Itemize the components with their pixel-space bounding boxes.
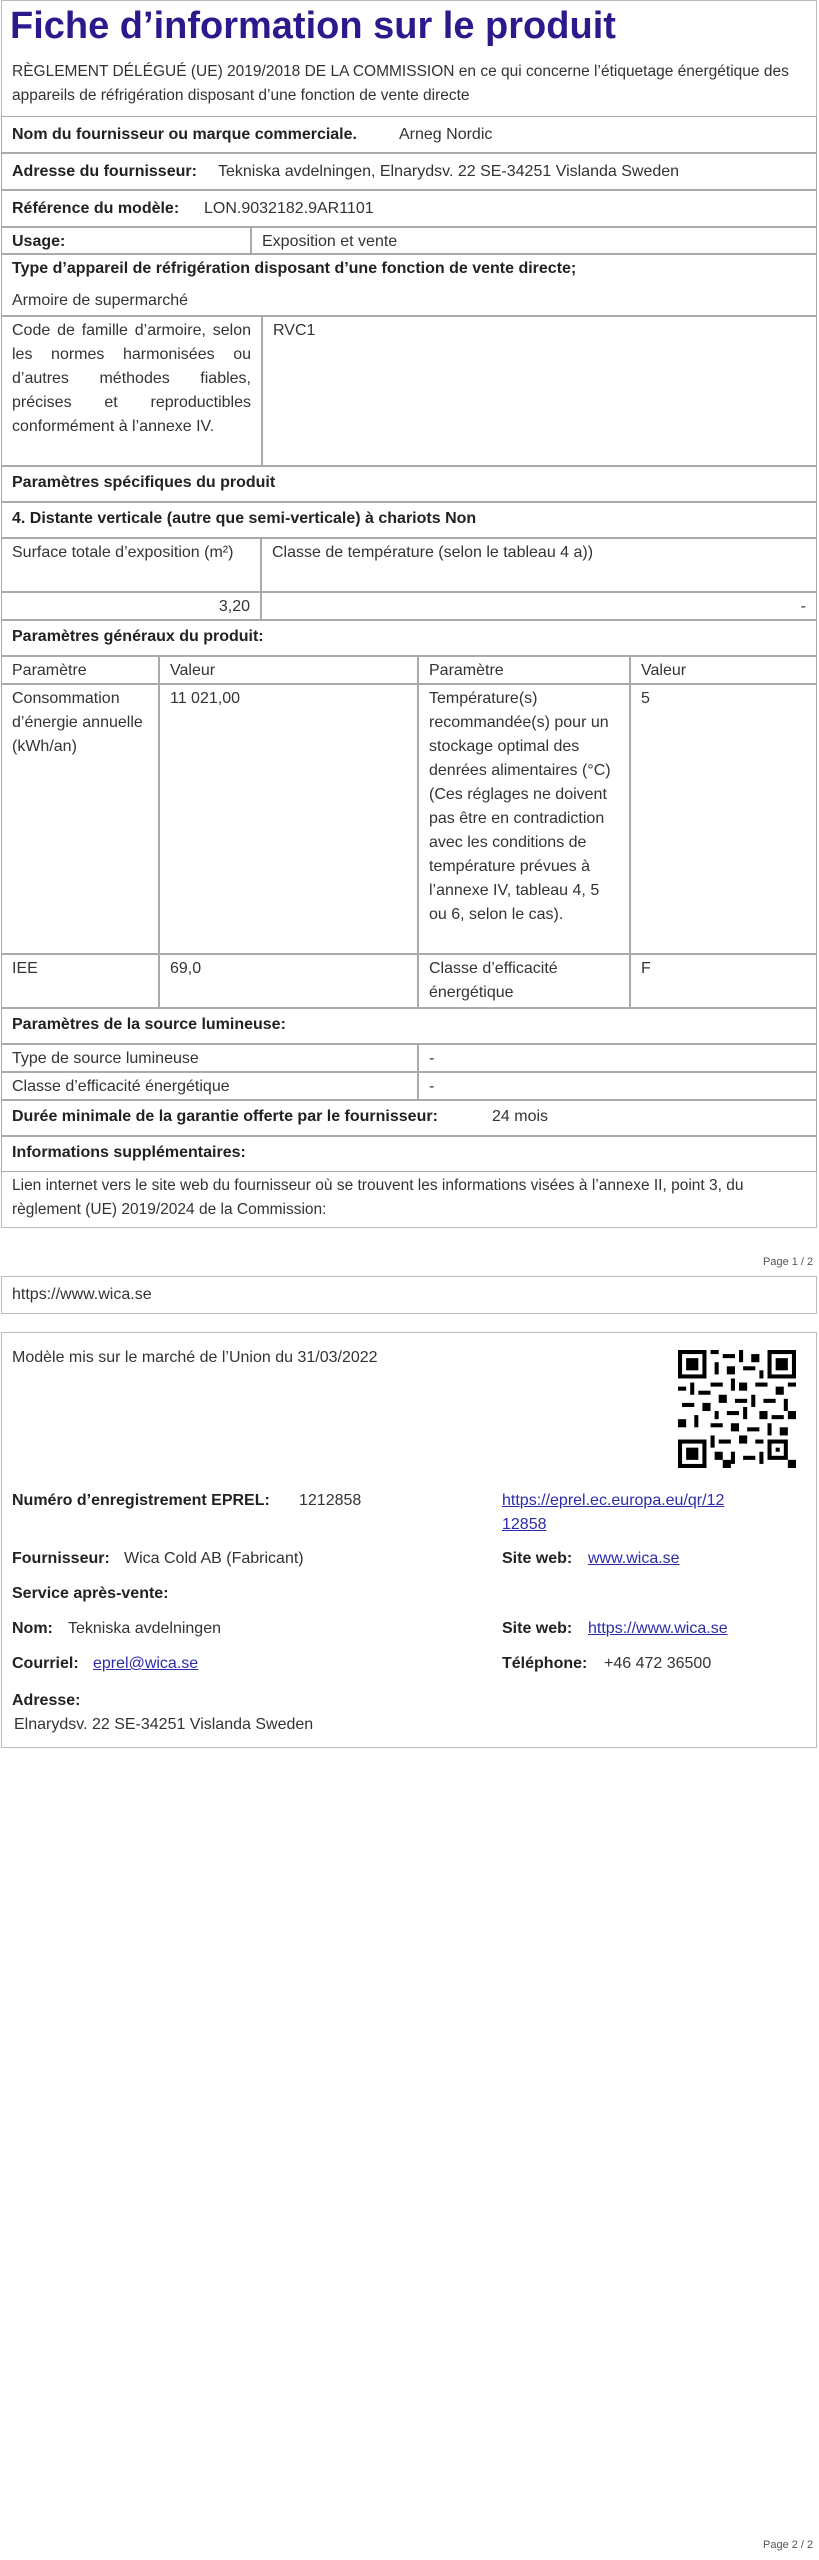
general-params-row	[1, 620, 817, 656]
model-ref-row	[1, 190, 817, 227]
usage-value: Exposition et vente	[251, 227, 817, 254]
device-type-label: Type d’appareil de réfrigération disposant d’une fonction de vente directe;	[12, 260, 577, 277]
storage-temp-value: 5	[630, 684, 817, 954]
iee-label: IEE	[1, 954, 159, 1008]
family-code-value: RVC1	[262, 316, 817, 466]
warranty-label: Durée minimale de la garantie offerte par le fournisseur:	[12, 1108, 438, 1125]
light-heading: Paramètres de la source lumineuse:	[12, 1016, 286, 1033]
device-type-value: Armoire de supermarché	[12, 292, 189, 309]
supplier-name-label: Nom du fournisseur ou marque commerciale.	[12, 126, 357, 143]
model-ref-value: LON.9032182.9AR1101	[204, 200, 374, 217]
light-class-label: Classe d’efficacité énergétique	[1, 1072, 418, 1100]
page-number-1: Page 1 / 2	[763, 1256, 814, 1268]
table-header-param-2: Paramètre	[418, 656, 630, 684]
qr-code-icon	[678, 1350, 796, 1468]
display-area-value: 3,20	[1, 592, 261, 620]
vertical-distance-text: 4. Distante verticale (autre que semi-verticale) à chariots Non	[12, 510, 477, 527]
supplier-label: Fournisseur:	[12, 1550, 110, 1567]
iee-value: 69,0	[159, 954, 418, 1008]
service-heading: Service après-vente:	[12, 1585, 169, 1602]
table-header-param-1: Paramètre	[1, 656, 159, 684]
site-link[interactable]: www.wica.se	[588, 1550, 680, 1567]
page-title: Fiche d’information sur le produit	[10, 5, 616, 47]
warranty-value: 24 mois	[492, 1108, 549, 1125]
supplier-address-value: Tekniska avdelningen, Elnarydsv. 22 SE-34251 Vislanda Sweden	[218, 163, 680, 180]
specific-params-heading: Paramètres spécifiques du produit	[12, 474, 276, 491]
mail-link[interactable]: eprel@wica.se	[93, 1655, 199, 1672]
energy-consumption-value: 11 021,00	[159, 684, 418, 954]
regulation-text: RÈGLEMENT DÉLÉGUÉ (UE) 2019/2018 DE LA COMMISSION en ce qui concerne l’étiquetage énergétique des appareils de réfrigération disposant d’une fonction de vente directe	[12, 63, 789, 104]
eprel-link-line2[interactable]: 12858	[502, 1516, 547, 1533]
page-number-2: Page 2 / 2	[763, 2539, 814, 2551]
supplier-name-row	[1, 116, 817, 153]
eprel-value: 1212858	[299, 1492, 362, 1509]
market-date: Modèle mis sur le marché de l’Union du 31/03/2022	[12, 1349, 378, 1366]
table-header-value-2: Valeur	[630, 656, 817, 684]
extra-info-heading: Informations supplémentaires:	[12, 1144, 246, 1161]
table-header-value-1: Valeur	[159, 656, 418, 684]
extra-info-row	[1, 1136, 817, 1172]
eff-class-value: F	[630, 954, 817, 1008]
display-area-label: Surface totale d’exposition (m²)	[1, 538, 261, 592]
device-type-row	[1, 254, 817, 316]
name-value: Tekniska avdelningen	[68, 1620, 221, 1637]
site2-link[interactable]: https://www.wica.se	[588, 1620, 728, 1637]
usage-label: Usage:	[1, 227, 251, 254]
light-class-value: -	[418, 1072, 817, 1100]
phone-label: Téléphone:	[502, 1655, 588, 1672]
general-params-heading: Paramètres généraux du produit:	[12, 628, 264, 645]
eff-class-label: Classe d’efficacité énergétique	[418, 954, 630, 1008]
light-heading-row	[1, 1008, 817, 1044]
address-value: Elnarydsv. 22 SE-34251 Vislanda Sweden	[14, 1716, 314, 1733]
eprel-link-line1[interactable]: https://eprel.ec.europa.eu/qr/12	[502, 1492, 725, 1509]
phone-value: +46 472 36500	[604, 1655, 712, 1672]
temp-class-label: Classe de température (selon le tableau 4 a))	[261, 538, 817, 592]
family-code-label: Code de famille d’armoire, selon les normes harmonisées ou d’autres méthodes fiables, précises et reproductibles conformément à l’annexe IV.	[1, 316, 262, 466]
specific-params-row	[1, 466, 817, 502]
supplier-address-label: Adresse du fournisseur:	[12, 163, 197, 180]
model-ref-label: Référence du modèle:	[12, 200, 180, 217]
supplier-name-value: Arneg Nordic	[399, 126, 493, 143]
mail-label: Courriel:	[12, 1655, 79, 1672]
site-label: Site web:	[502, 1550, 573, 1567]
light-type-value: -	[418, 1044, 817, 1072]
address-label: Adresse:	[12, 1692, 81, 1709]
energy-consumption-label: Consommation d’énergie annuelle (kWh/an)	[1, 684, 159, 954]
eprel-label: Numéro d’enregistrement EPREL:	[12, 1492, 270, 1509]
site2-label: Site web:	[502, 1620, 573, 1637]
storage-temp-label: Température(s) recommandée(s) pour un stockage optimal des denrées alimentaires (°C) (Ces réglages ne doivent pas être en contradiction avec les conditions de température prévues à l’annexe IV, tableau 4, 5 ou 6, selon le cas).	[418, 684, 630, 954]
temp-class-value: -	[261, 592, 817, 620]
website-row	[1, 1276, 817, 1314]
website-url[interactable]: https://www.wica.se	[12, 1286, 152, 1303]
light-type-label: Type de source lumineuse	[1, 1044, 418, 1072]
warranty-row	[1, 1100, 817, 1136]
vertical-distance-row	[1, 502, 817, 538]
supplier-address-row	[1, 153, 817, 190]
extra-info-text: Lien internet vers le site web du fournisseur où se trouvent les informations visées à l’annexe II, point 3, du règlement (UE) 2019/2024 de la Commission:	[12, 1177, 744, 1218]
name-label: Nom:	[12, 1620, 53, 1637]
supplier-value: Wica Cold AB (Fabricant)	[124, 1550, 304, 1567]
